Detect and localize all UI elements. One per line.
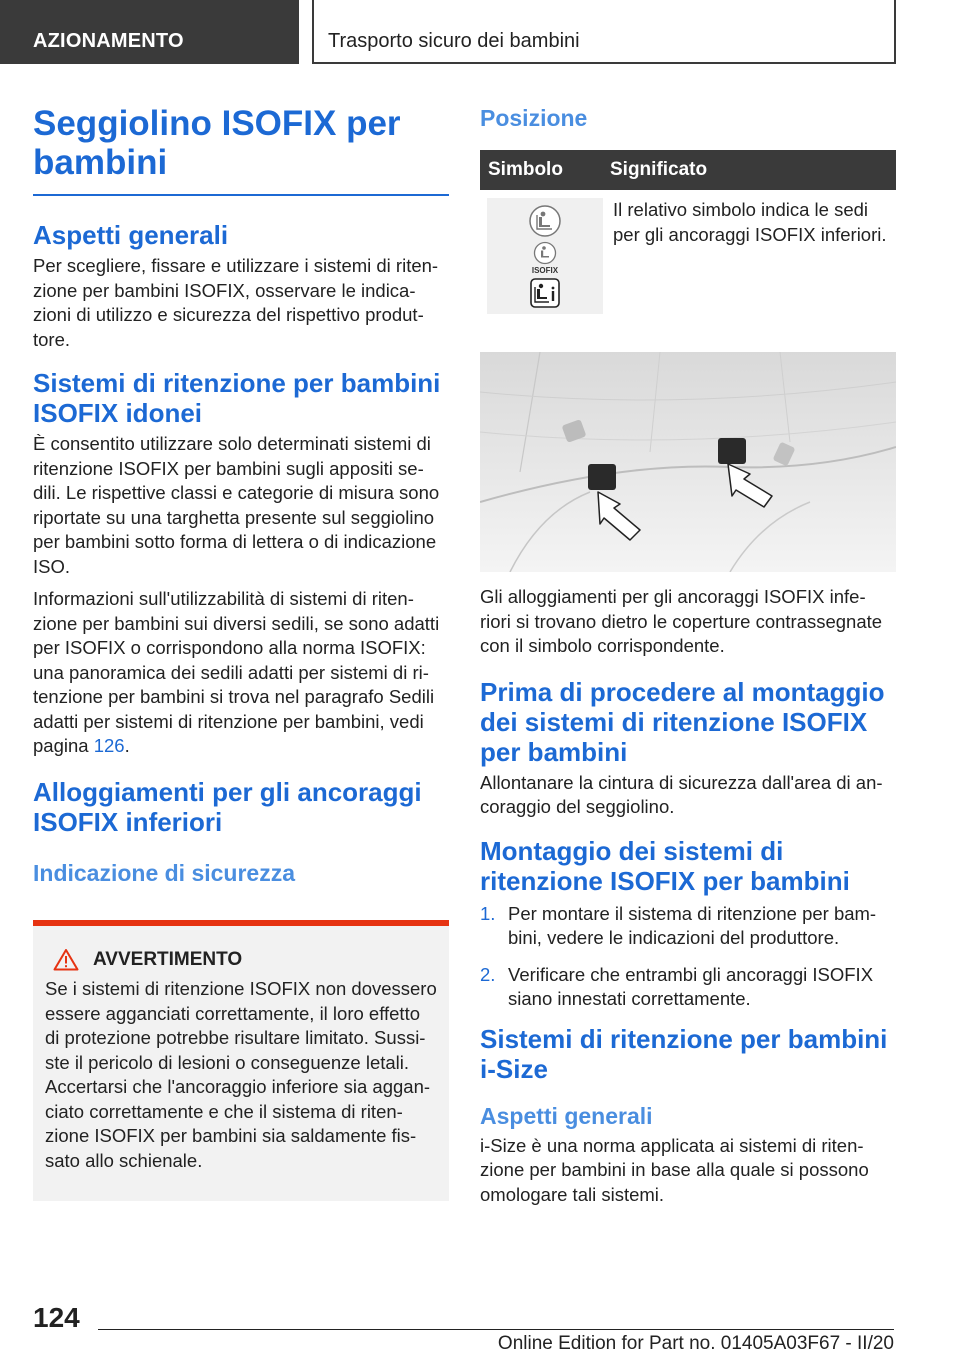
page-reference-link[interactable]: 126: [93, 735, 125, 756]
rear-seat-illustration: [480, 352, 896, 572]
footer-edition: Online Edition for Part no. 01405A03F67 - II/20: [497, 1333, 894, 1354]
child-seat-circle-icon: [528, 204, 562, 238]
mounting-steps: [480, 902, 896, 1012]
symbol-table: [480, 150, 896, 366]
photo-caption: Gli alloggiamenti per gli ancoraggi ISOFIX infe-riori si trovano dietro le coperture contrassegnate con il simbolo corrispondente.: [480, 586, 883, 656]
header-topic-label: Trasporto sicuro dei bambini: [312, 0, 896, 64]
table-header-symbol: Simbolo: [488, 159, 563, 180]
heading-safety-note: Indicazione di sicurezza: [33, 859, 296, 886]
usability-info-body: Informazioni sull'utilizzabilità di sistemi di riten-zione per bambini sui diversi sedili, se sono adatti per ISOFIX o corrispondono alla norma ISOFIX: una panoramica dei sedili adatti per sistemi di ri-tenzione per bambini si trova nel paragrafo Sedili adatti per sistemi di ritenzione per bambini, vedi pagina: [33, 588, 440, 756]
list-item: [480, 902, 896, 951]
heading-before-mounting: Prima di procedere al montaggio dei sistemi di ritenzione ISOFIX per bambini: [480, 676, 885, 767]
isofix-symbol-label: ISOFIX: [531, 265, 559, 275]
table-row-meaning: Il relativo simbolo indica le sedi per gli ancoraggi ISOFIX inferiori.: [613, 199, 887, 245]
heading-isize-general: Aspetti generali: [480, 1102, 653, 1129]
isofix-symbols: [487, 198, 603, 314]
table-row: [480, 190, 896, 366]
isofix-label-symbol: [532, 241, 558, 275]
left-column: [33, 100, 449, 887]
before-mounting-text: Allontanare la cintura di sicurezza dall'area di an-coraggio del seggiolino.: [480, 771, 883, 817]
right-column: [480, 100, 896, 132]
heading-lower-anchorages: Alloggiamenti per gli ancoraggi ISOFIX inferiori: [33, 776, 422, 837]
warning-triangle-icon: [53, 948, 79, 971]
warning-header: [45, 948, 437, 971]
step-text: Per montare il sistema di ritenzione per bam-bini, vedere le indicazioni del produttore.: [508, 902, 877, 948]
page-number: 124: [33, 1302, 80, 1333]
heading-position: Posizione: [480, 105, 588, 131]
heading-suitable-systems: Sistemi di ritenzione per bambini ISOFIX idonei: [33, 368, 441, 428]
table-header-meaning: Significato: [610, 159, 708, 180]
step-number: 1.: [480, 902, 496, 924]
seat-anchorage-illustration: [480, 352, 896, 572]
heading-mounting: Montaggio dei sistemi di ritenzione ISOFIX per bambini: [480, 835, 850, 896]
warning-box: [33, 920, 449, 1201]
general-aspects-text: Per scegliere, fissare e utilizzare i sistemi di riten-zione per bambini ISOFIX, osservare le indica-zioni di utilizzo e sicurezza del rispettivo produt-tore.: [33, 255, 439, 350]
page-title: Seggiolino ISOFIX per bambini: [33, 104, 449, 196]
suitable-systems-text: È consentito utilizzare solo determinati sistemi di ritenzione ISOFIX per bambini sugli appositi se-dili. Le rispettive classi e categorie di misura sono riportate su una targhetta presente sul seggiolino per bambini sotto forma di lettera o di indicazione ISO.: [33, 433, 440, 577]
warning-title: AVVERTIMENTO: [93, 948, 243, 970]
usability-info-text: [33, 587, 449, 759]
usability-info-suffix: .: [124, 735, 130, 756]
isize-text: i-Size è una norma applicata ai sistemi di riten-zione per bambini in base alla quale si possono omologare tali sistemi.: [480, 1134, 869, 1205]
heading-isize: Sistemi di ritenzione per bambini i-Size: [480, 1023, 888, 1084]
step-text: Verificare che entrambi gli ancoraggi ISOFIX siano innestati correttamente.: [508, 963, 874, 1009]
header-section-label: AZIONAMENTO: [0, 0, 299, 64]
child-seat-small-icon: [533, 241, 557, 265]
step-number: 2.: [480, 963, 496, 985]
table-header: [480, 150, 896, 190]
heading-general-aspects: Aspetti generali: [33, 220, 229, 250]
warning-text: Se i sistemi di ritenzione ISOFIX non dovessero essere agganciati correttamente, il loro effetto di protezione potrebbe risultare limitato. Sussi-ste il pericolo di lesioni o conseguenze letali. Accertarsi che l'ancoraggio inferiore sia aggan-ciato correttamente e che il sistema di riten-zione ISOFIX per bambini sia saldamente fis-sato allo schienale.: [45, 978, 437, 1171]
child-seat-info-icon: [530, 278, 560, 308]
right-column-lower: [480, 585, 896, 1207]
footer-divider: [98, 1329, 894, 1330]
list-item: [480, 963, 896, 1012]
